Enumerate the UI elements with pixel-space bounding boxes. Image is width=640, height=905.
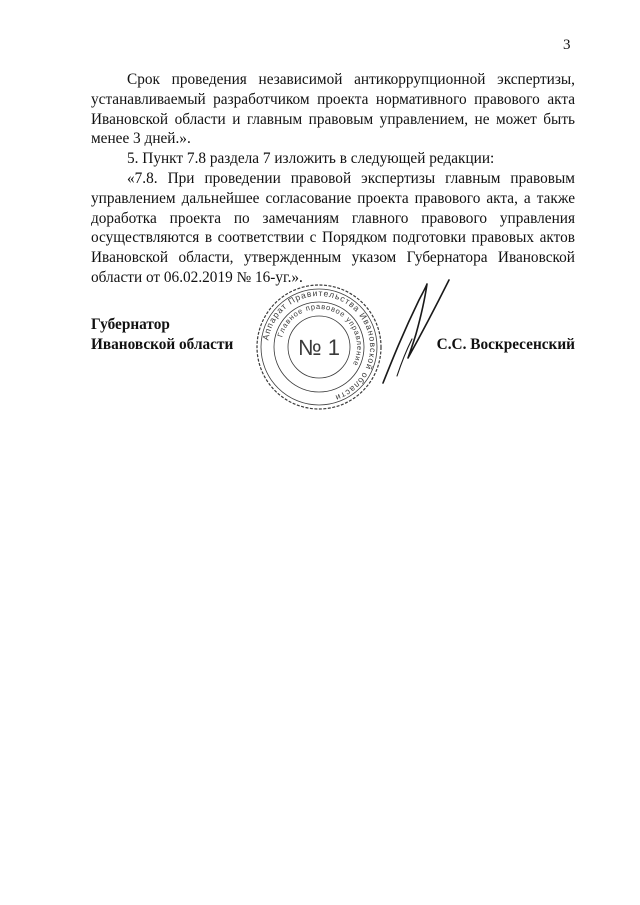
paragraph-1: Срок проведения независимой антикоррупционной экспертизы, устанавливаемый разработчиком проекта нормативного правового акта Ивановской области и главным правовым управлением, не может быть менее 3 дней.». <box>91 71 575 148</box>
stamp-inner-text: Главное правовое управление <box>275 301 365 368</box>
paragraph-3: «7.8. При проведении правовой экспертизы главным правовым управлением дальнейшее согласование проекта правового акта, а также доработка проекта по замечаниям главного правового управления осуществляются в соответствии с Порядком подготовки правовых актов Ивановской области, утвержденным указом Губернатора Ивановской области от 06.02.2019 № 16-уг.». <box>91 169 575 286</box>
stamp-center-number: № 1 <box>298 335 340 360</box>
signer-title-line-2: Ивановской области <box>91 336 234 353</box>
signer-name: С.С. Воскресенский <box>436 336 575 353</box>
stamp-outer-text: Аппарат Правительства Ивановской области <box>260 287 379 404</box>
paragraph-2: 5. Пункт 7.8 раздела 7 изложить в следующей редакции: <box>127 150 495 168</box>
document-body <box>91 70 575 288</box>
page-number: 3 <box>563 37 571 53</box>
signer-title <box>91 315 233 355</box>
handwritten-signature <box>375 278 455 388</box>
signer-title-line-1: Губернатор <box>91 316 170 333</box>
official-stamp <box>254 282 384 412</box>
